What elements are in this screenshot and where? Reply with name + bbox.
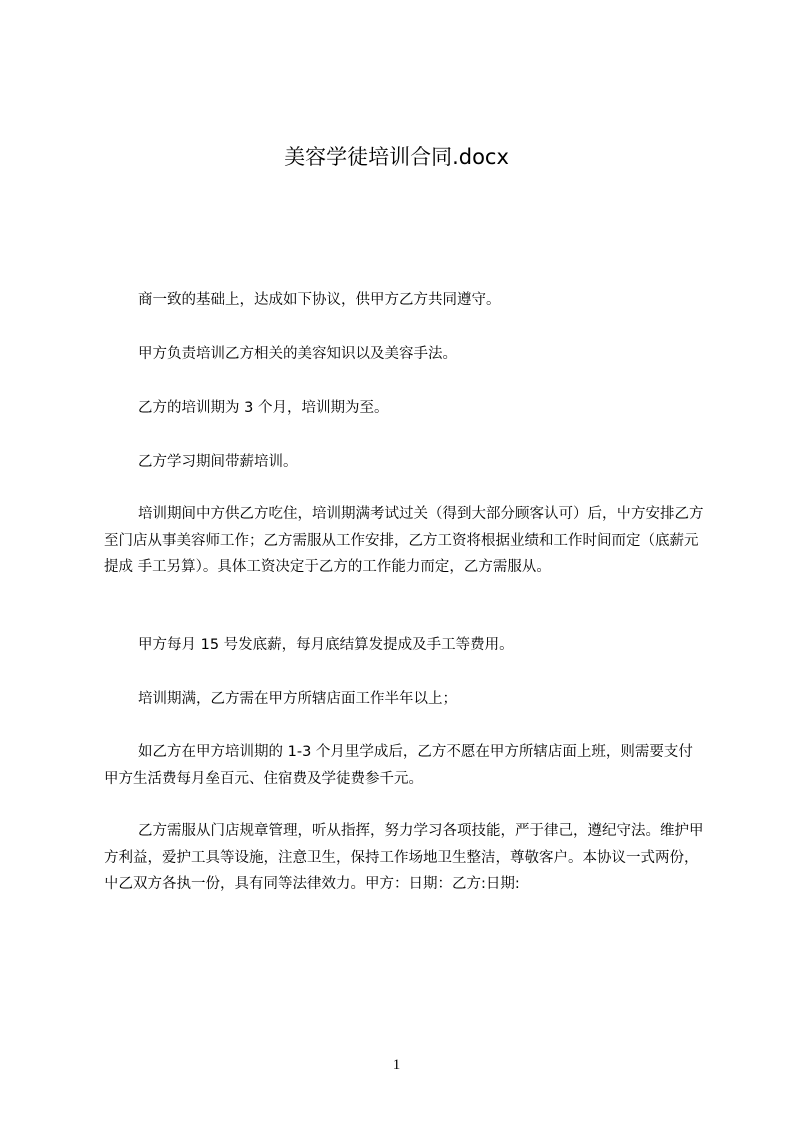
- paragraph-breach-fees: 如乙方在甲方培训期的 1-3 个月里学成后，乙方不愿在甲方所辖店面上班，则需要支付甲方生活费每月垒百元、住宿费及学徒费参千元。: [104, 744, 693, 787]
- paragraph-work-arrangement: 培训期间中方供乙方吃住，培训期满考试过关（得到大部分顾客认可）后，屮方安排乙方至门店从事美容师工作；乙方需服从工作安排，乙方工资将根据业绩和工作时间而定（底薪元提成 手工另算）。具体工资决定于乙方的工作能力而定，乙方需服从。: [104, 506, 704, 575]
- paragraph-agreement-intro: 商一致的基础上，达成如下协议，供甲方乙方共同遵守。: [138, 292, 501, 308]
- paragraph-training-period: 乙方的培训期为 3 个月，培训期为至。: [138, 400, 389, 416]
- paragraph-paid-training: 乙方学习期间带薪培训。: [138, 454, 298, 470]
- paragraph-salary-payment: 甲方每月 15 号发底薪，每月底结算发提成及手工等费用。: [138, 637, 514, 653]
- document-title: 美容学徒培训合同.docx: [284, 145, 509, 169]
- page-number: 1: [392, 1057, 401, 1073]
- paragraph-rules-signatures: 乙方需服从门店规章管理，听从指挥，努力学习各项技能，严于律己，遵纪守法。维护甲方利益，爱护工具等设施，注意卫生，保持工作场地卫生整洁，尊敬客户。本协议一式两份，屮乙双方各执一份，具有同等法律效力。甲方：日期：乙方:日期:: [104, 823, 704, 892]
- paragraph-training-duty: 甲方负责培训乙方相关的美容知识以及美容手法。: [138, 346, 457, 362]
- paragraph-service-term: 培训期满，乙方需在甲方所辖店面工作半年以上；: [138, 691, 457, 707]
